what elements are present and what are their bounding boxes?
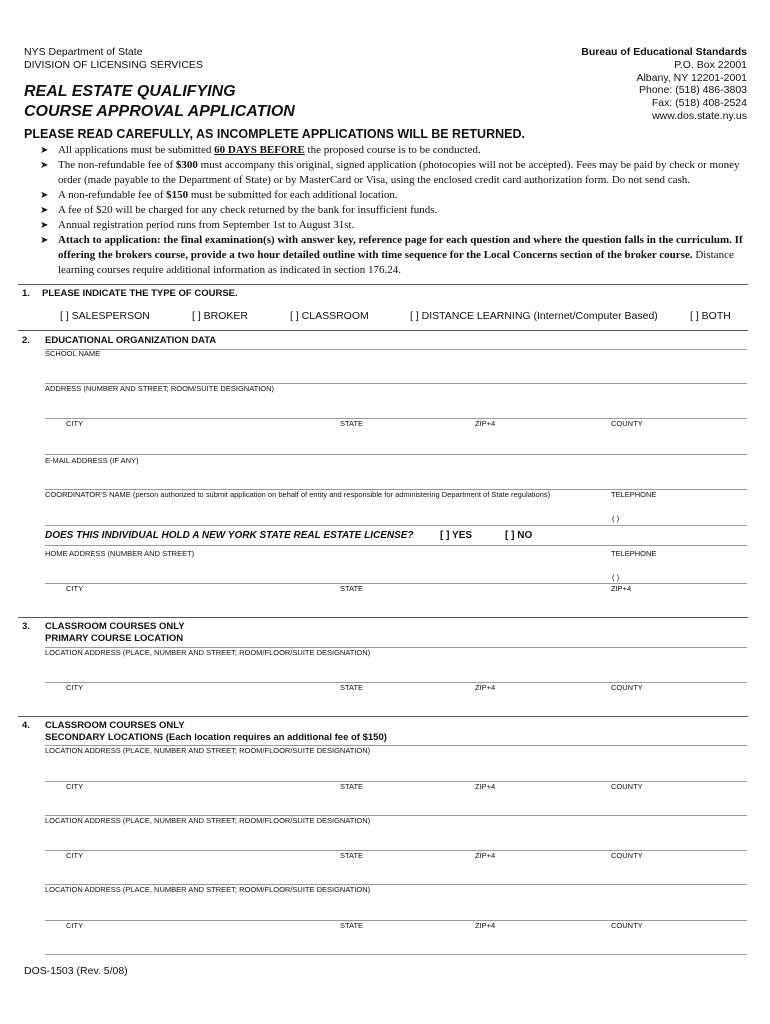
division-name: DIVISION OF LICENSING SERVICES xyxy=(24,58,203,71)
email-label: E-MAIL ADDRESS (IF ANY) xyxy=(45,456,139,465)
form-title-line-1: REAL ESTATE QUALIFYING xyxy=(24,83,236,100)
section-3-title-line-1: CLASSROOM COURSES ONLY xyxy=(45,621,185,632)
both-checkbox[interactable]: [ ] BOTH xyxy=(690,310,731,322)
section-2-title: EDUCATIONAL ORGANIZATION DATA xyxy=(45,335,217,346)
arrow-bullet-icon: ➤ xyxy=(40,235,49,246)
home-telephone-label: TELEPHONE xyxy=(611,549,657,558)
arrow-bullet-icon: ➤ xyxy=(40,160,49,171)
zip-label: ZIP+4 xyxy=(475,419,496,428)
license-question: DOES THIS INDIVIDUAL HOLD A NEW YORK STATE REAL ESTATE LICENSE? xyxy=(45,530,414,541)
home-state-label: STATE xyxy=(340,584,364,593)
instruction-text: A non-refundable fee of xyxy=(58,189,167,201)
agency-header xyxy=(24,46,203,71)
city-label: CITY xyxy=(66,419,84,428)
state-label: STATE xyxy=(340,419,364,428)
instructions-list xyxy=(40,143,750,278)
secondary-county-label: COUNTY xyxy=(611,921,643,930)
instruction-item xyxy=(40,203,750,218)
section-1-number: 1. xyxy=(22,288,30,299)
home-city-field[interactable] xyxy=(45,583,747,584)
secondary-state-label: STATE xyxy=(340,921,364,930)
city-zip: Albany, NY 12201-2001 xyxy=(636,71,747,84)
instruction-text: must accompany this original, signed application (photocopies will not be accepted). Fees may be paid by check or money order (made payable to the Department of State) or by MasterCard or Visa, using the enclosed credit card authorization form. Do not send cash. xyxy=(58,159,740,186)
county-label: COUNTY xyxy=(611,419,643,428)
instruction-text: must be submitted for each additional location. xyxy=(188,189,398,201)
primary-city-label: CITY xyxy=(66,683,84,692)
school-name-field[interactable] xyxy=(45,349,747,350)
bureau-name: Bureau of Educational Standards xyxy=(581,46,747,58)
secondary-zip-label: ZIP+4 xyxy=(475,851,496,860)
warning-heading: PLEASE READ CAREFULLY, AS INCOMPLETE APPLICATIONS WILL BE RETURNED. xyxy=(24,127,525,141)
section-3-title-line-2: PRIMARY COURSE LOCATION xyxy=(45,633,184,644)
instruction-text: Distance learning courses require additional information as indicated in section 176.24. xyxy=(58,249,734,276)
primary-state-label: STATE xyxy=(340,683,364,692)
home-address-field[interactable] xyxy=(45,545,747,546)
coordinator-label: COORDINATOR'S NAME (person authorized to submit application on behalf of entity and responsible for administering Department of State regulations) xyxy=(45,490,551,499)
section-4-title xyxy=(45,720,387,744)
instruction-item xyxy=(40,188,750,203)
secondary-city-label: CITY xyxy=(66,782,84,791)
phone: Phone: (518) 486-3803 xyxy=(639,84,747,97)
field-divider xyxy=(45,525,747,526)
instruction-text: Annual registration period runs from September 1st to August 31st. xyxy=(58,219,355,231)
secondary-location-label: LOCATION ADDRESS (PLACE, NUMBER AND STREET; ROOM/FLOOR/SUITE DESIGNATION) xyxy=(45,885,371,894)
section-divider xyxy=(18,617,748,618)
secondary-county-label: COUNTY xyxy=(611,782,643,791)
address-label: ADDRESS (NUMBER AND STREET; ROOM/SUITE DESIGNATION) xyxy=(45,384,275,393)
secondary-location-label: LOCATION ADDRESS (PLACE, NUMBER AND STREET; ROOM/FLOOR/SUITE DESIGNATION) xyxy=(45,816,371,825)
instruction-text: All applications must be submitted xyxy=(58,144,215,156)
secondary-city-label: CITY xyxy=(66,851,84,860)
home-address-label: HOME ADDRESS (NUMBER AND STREET) xyxy=(45,549,195,558)
arrow-bullet-icon: ➤ xyxy=(40,145,49,156)
primary-zip-label: ZIP+4 xyxy=(475,683,496,692)
school-name-label: SCHOOL NAME xyxy=(45,349,101,358)
license-no-checkbox[interactable]: [ ] NO xyxy=(505,530,533,541)
secondary-zip-label: ZIP+4 xyxy=(475,921,496,930)
instruction-text: the proposed course is to be conducted. xyxy=(304,144,481,156)
section-divider xyxy=(18,284,748,285)
home-city-label: CITY xyxy=(66,584,84,593)
website: www.dos.state.ny.us xyxy=(652,109,747,122)
instruction-text: The non-refundable fee of xyxy=(58,159,176,171)
broker-checkbox[interactable]: [ ] BROKER xyxy=(192,310,249,322)
fax: Fax: (518) 408-2524 xyxy=(651,97,747,110)
section-4-title-line-1: CLASSROOM COURSES ONLY xyxy=(45,720,185,731)
section-divider xyxy=(18,716,748,717)
license-yes-checkbox[interactable]: [ ] YES xyxy=(440,530,473,541)
po-box: P.O. Box 22001 xyxy=(674,58,747,71)
primary-location-label: LOCATION ADDRESS (PLACE, NUMBER AND STREET; ROOM/FLOOR/SUITE DESIGNATION) xyxy=(45,648,371,657)
home-zip-label: ZIP+4 xyxy=(611,584,632,593)
section-4-title-line-2: SECONDARY LOCATIONS (Each location requires an additional fee of $150) xyxy=(45,732,387,743)
distance-learning-checkbox[interactable]: [ ] DISTANCE LEARNING (Internet/Computer Based) xyxy=(410,310,658,322)
secondary-state-label: STATE xyxy=(340,782,364,791)
section-divider xyxy=(18,330,748,331)
section-3-number: 3. xyxy=(22,621,30,632)
email-field[interactable] xyxy=(45,454,747,455)
home-telephone-area-code[interactable]: ( ) xyxy=(612,573,620,582)
arrow-bullet-icon: ➤ xyxy=(40,190,49,201)
instruction-emphasis: $150 xyxy=(166,189,189,201)
instruction-text: A fee of $20 will be charged for any check returned by the bank for insufficient funds. xyxy=(58,204,438,216)
form-title xyxy=(24,82,295,122)
salesperson-checkbox[interactable]: [ ] SALESPERSON xyxy=(60,310,150,322)
section-1-title: PLEASE INDICATE THE TYPE OF COURSE. xyxy=(42,288,238,299)
instruction-emphasis: 60 DAYS BEFORE xyxy=(214,144,305,156)
instruction-item xyxy=(40,143,750,158)
form-number: DOS-1503 (Rev. 5/08) xyxy=(24,965,128,977)
agency-name: NYS Department of State xyxy=(24,46,143,58)
form-title-line-2: COURSE APPROVAL APPLICATION xyxy=(24,103,295,120)
arrow-bullet-icon: ➤ xyxy=(40,205,49,216)
section-4-number: 4. xyxy=(22,720,30,731)
instruction-emphasis: $300 xyxy=(175,159,198,171)
instruction-item xyxy=(40,233,750,278)
arrow-bullet-icon: ➤ xyxy=(40,220,49,231)
secondary-city-label: CITY xyxy=(66,921,84,930)
secondary-county-label: COUNTY xyxy=(611,851,643,860)
instruction-item xyxy=(40,158,750,188)
primary-county-label: COUNTY xyxy=(611,683,643,692)
instruction-emphasis: Attach to application: the final examination(s) with answer key, reference page for each question and where the question falls in the curriculum. If offering the brokers course, provide a two hour detailed outline with time sequence for the Local Concerns section of the broker course. xyxy=(58,234,743,261)
secondary-state-label: STATE xyxy=(340,851,364,860)
telephone-area-code[interactable]: ( ) xyxy=(612,514,620,523)
secondary-location-label: LOCATION ADDRESS (PLACE, NUMBER AND STREET; ROOM/FLOOR/SUITE DESIGNATION) xyxy=(45,746,371,755)
telephone-label: TELEPHONE xyxy=(611,490,657,499)
instruction-item xyxy=(40,218,750,233)
section-2-number: 2. xyxy=(22,335,30,346)
field-divider xyxy=(45,954,747,955)
section-3-title xyxy=(45,621,185,645)
secondary-zip-label: ZIP+4 xyxy=(475,782,496,791)
classroom-checkbox[interactable]: [ ] CLASSROOM xyxy=(290,310,369,322)
bureau-contact xyxy=(581,46,747,123)
